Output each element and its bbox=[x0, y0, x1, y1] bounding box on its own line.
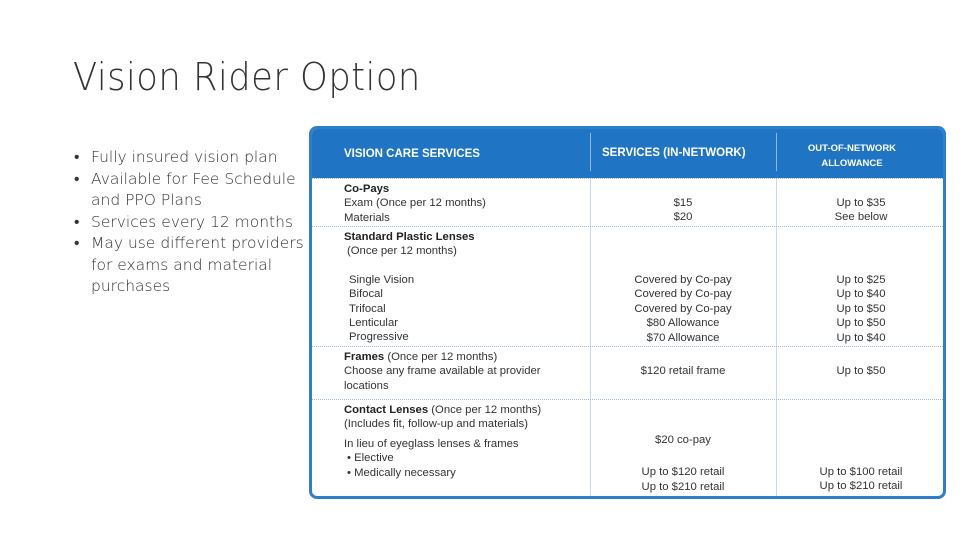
frames-services-cell bbox=[344, 350, 584, 393]
lens-out-value: Up to $50 bbox=[836, 317, 886, 330]
lens-out-value: Up to $25 bbox=[836, 274, 886, 286]
lenses-heading: Standard Plastic Lenses bbox=[344, 231, 475, 243]
bullet-list bbox=[74, 147, 304, 298]
header-services: VISION CARE SERVICES bbox=[344, 148, 480, 160]
contacts-out-network-cell bbox=[782, 465, 940, 494]
table-row-copays bbox=[312, 178, 943, 227]
lens-in-value: Covered by Co-pay bbox=[634, 274, 732, 286]
header-out-network bbox=[792, 141, 912, 171]
copays-heading: Co-Pays bbox=[344, 183, 390, 195]
bullet-item: • Fully insured vision plan bbox=[74, 147, 304, 169]
copays-materials-out: See below bbox=[834, 211, 888, 224]
contacts-heading: Contact Lenses bbox=[344, 404, 429, 416]
copays-materials-in: $20 bbox=[673, 211, 693, 224]
contacts-elective-out: Up to $100 retail bbox=[819, 466, 903, 478]
lenses-services-cell bbox=[344, 230, 584, 345]
copays-exam-in: $15 bbox=[673, 197, 693, 209]
contacts-services-cell bbox=[344, 403, 584, 480]
header-out-network-line1: OUT-OF-NETWORK bbox=[807, 143, 897, 154]
copays-exam-label: Exam (Once per 12 months) bbox=[344, 197, 486, 210]
copays-services-cell bbox=[344, 182, 584, 225]
vision-benefits-table bbox=[309, 126, 946, 499]
frames-description: Choose any frame available at provider bbox=[344, 365, 541, 378]
lens-type: Single Vision bbox=[349, 273, 415, 286]
contacts-fit-in: $20 co-pay bbox=[655, 434, 711, 446]
frames-out-network: Up to $50 bbox=[836, 365, 886, 377]
lenses-subheading: (Once per 12 months) bbox=[347, 245, 457, 258]
frames-description-2: locations bbox=[344, 379, 389, 392]
contacts-subheading: (Includes fit, follow-up and materials) bbox=[344, 418, 528, 431]
contacts-elective: • Elective bbox=[347, 452, 394, 465]
contacts-medical-out: Up to $210 retail bbox=[819, 480, 903, 493]
contacts-heading-note: (Once per 12 months) bbox=[428, 404, 542, 416]
header-divider bbox=[776, 133, 777, 171]
page-title: Vision Rider Option bbox=[73, 55, 421, 99]
lens-out-value: Up to $40 bbox=[836, 331, 886, 344]
lens-type: Lenticular bbox=[349, 317, 398, 330]
copays-materials-label: Materials bbox=[344, 211, 390, 224]
table-row-lenses bbox=[312, 226, 943, 347]
bullet-item: • Services every 12 months bbox=[74, 212, 304, 234]
contacts-in-network-cell bbox=[590, 433, 776, 494]
header-divider bbox=[590, 133, 591, 171]
lenses-in-network-cell bbox=[590, 273, 776, 345]
lens-in-value: $80 Allowance bbox=[646, 317, 720, 330]
lens-in-value: Covered by Co-pay bbox=[634, 302, 732, 315]
table-row-contacts bbox=[312, 399, 943, 499]
table-row-frames bbox=[312, 346, 943, 400]
bullet-item: • May use different providers for exams and material purchases bbox=[74, 233, 304, 298]
copays-out-network-cell bbox=[782, 196, 940, 225]
contacts-medical-in: Up to $210 retail bbox=[641, 480, 725, 493]
lens-in-value: Covered by Co-pay bbox=[634, 288, 732, 301]
lens-type: Trifocal bbox=[349, 302, 386, 315]
header-out-network-line2: ALLOWANCE bbox=[821, 158, 883, 169]
frames-heading: Frames bbox=[344, 351, 385, 363]
contacts-medical: • Medically necessary bbox=[347, 466, 456, 479]
lens-type: Progressive bbox=[349, 331, 409, 344]
bullet-item: • Available for Fee Schedule and PPO Plans bbox=[74, 169, 304, 212]
contacts-lieu: In lieu of eyeglass lenses & frames bbox=[344, 437, 519, 450]
frames-heading-note: (Once per 12 months) bbox=[384, 351, 498, 363]
frames-in-network: $120 retail frame bbox=[640, 365, 726, 377]
copays-in-network-cell bbox=[590, 196, 776, 225]
header-in-network: SERVICES (IN-NETWORK) bbox=[602, 147, 746, 159]
lens-in-value: $70 Allowance bbox=[646, 331, 720, 344]
lens-out-value: Up to $50 bbox=[836, 302, 886, 315]
contacts-elective-in: Up to $120 retail bbox=[641, 466, 725, 479]
lens-out-value: Up to $40 bbox=[836, 288, 886, 301]
table-header bbox=[312, 129, 943, 178]
lens-type: Bifocal bbox=[349, 288, 383, 301]
copays-exam-out: Up to $35 bbox=[836, 197, 886, 209]
lenses-out-network-cell bbox=[782, 273, 940, 345]
